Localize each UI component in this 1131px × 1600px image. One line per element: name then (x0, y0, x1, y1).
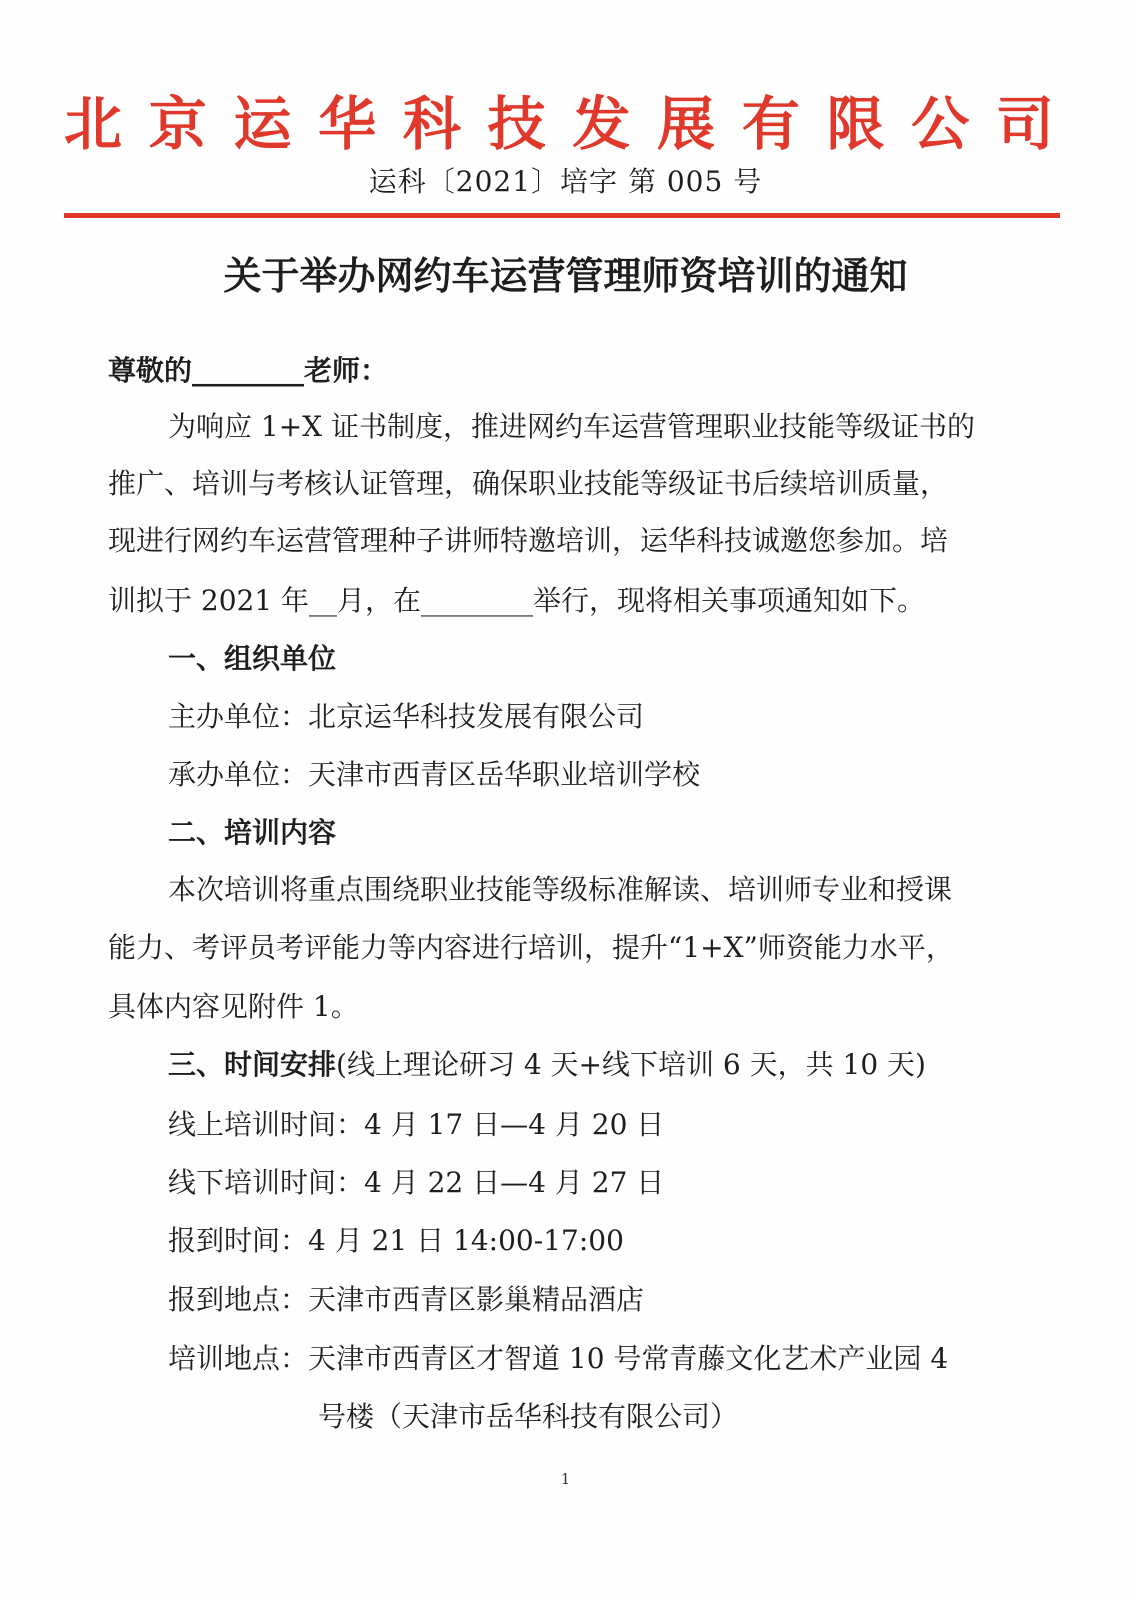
intro-line: 训拟于 2021 年__月，在________举行，现将相关事项通知如下。 (108, 584, 926, 617)
letterhead-char: 限 (826, 90, 885, 158)
letterhead-char: 运 (233, 90, 292, 158)
content-line: 具体内容见附件 1。 (108, 990, 359, 1023)
intro-line: 为响应 1+X 证书制度，推进网约车运营管理职业技能等级证书的 (168, 410, 976, 443)
salutation: 尊敬的________老师： (108, 354, 389, 387)
letterhead-char: 公 (911, 90, 970, 158)
letterhead-divider (64, 213, 1060, 218)
organizer-unit: 承办单位：天津市西青区岳华职业培训学校 (168, 758, 701, 791)
page-number: 1 (560, 1470, 571, 1488)
training-venue: 培训地点：天津市西青区才智道 10 号常青藤文化艺术产业园 4 (168, 1342, 949, 1375)
schedule-note: (线上理论研习 4 天+线下培训 6 天，共 10 天) (336, 1048, 926, 1081)
letterhead-char: 展 (657, 90, 716, 158)
letterhead-char: 技 (487, 90, 546, 158)
checkin-place: 报到地点：天津市西青区影巢精品酒店 (168, 1283, 645, 1316)
letterhead-char: 司 (995, 90, 1054, 158)
letterhead-char: 北 (64, 90, 123, 158)
document-number: 运科〔2021〕培字 第 005 号 (368, 165, 763, 198)
online-training-time: 线上培训时间：4 月 17 日—4 月 20 日 (168, 1108, 665, 1141)
intro-line: 推广、培训与考核认证管理，确保职业技能等级证书后续培训质量， (108, 467, 949, 500)
letterhead-char: 发 (572, 90, 631, 158)
section-heading-organization: 一、组织单位 (168, 642, 337, 675)
content-line: 本次培训将重点围绕职业技能等级标准解读、培训师专业和授课 (168, 873, 953, 906)
company-letterhead (64, 84, 1054, 158)
section-heading-schedule-row (168, 1045, 926, 1085)
notice-title: 关于举办网约车运营管理师资培训的通知 (223, 254, 908, 298)
host-unit: 主办单位：北京运华科技发展有限公司 (168, 700, 645, 733)
training-venue-continued: 号楼（天津市岳华科技有限公司） (318, 1400, 739, 1433)
letterhead-char: 有 (741, 90, 800, 158)
offline-training-time: 线下培训时间：4 月 22 日—4 月 27 日 (168, 1166, 665, 1199)
letterhead-char: 科 (402, 90, 461, 158)
letterhead-char: 华 (318, 90, 377, 158)
intro-line: 现进行网约车运营管理种子讲师特邀培训，运华科技诚邀您参加。培 (108, 524, 949, 557)
section-heading-content: 二、培训内容 (168, 816, 337, 849)
checkin-time: 报到时间：4 月 21 日 14:00-17:00 (168, 1224, 624, 1257)
content-line: 能力、考评员考评能力等内容进行培训，提升“1+X”师资能力水平， (108, 931, 954, 964)
letterhead-char: 京 (148, 90, 207, 158)
section-heading-schedule: 三、时间安排 (168, 1048, 337, 1081)
